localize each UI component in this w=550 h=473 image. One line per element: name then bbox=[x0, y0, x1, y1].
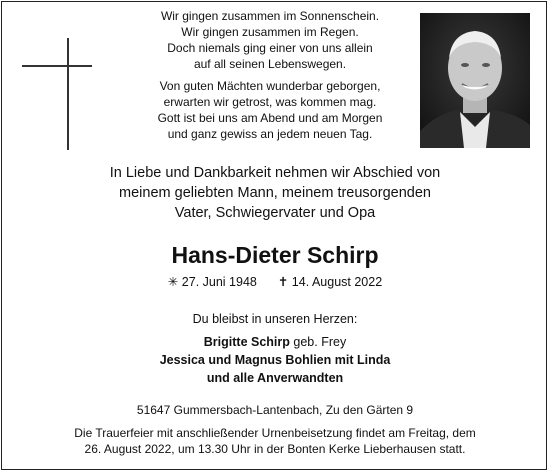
cross-small-icon: ✝ bbox=[277, 275, 289, 289]
portrait-photo bbox=[420, 13, 530, 148]
farewell-line: meinem geliebten Mann, meinem treusorgenden bbox=[119, 185, 431, 201]
service-line: 26. August 2022, um 13.30 Uhr in der Bonten Kerke Lieberhausen statt. bbox=[84, 442, 466, 456]
poem-line: Doch niemals ging einer von uns allein bbox=[167, 41, 373, 55]
poem bbox=[120, 8, 420, 142]
life-dates bbox=[0, 274, 550, 290]
farewell-line: Vater, Schwiegervater und Opa bbox=[174, 205, 376, 221]
star-icon: ✳ bbox=[167, 275, 179, 289]
deceased-name: Hans-Dieter Schirp bbox=[171, 242, 379, 268]
service-info bbox=[30, 425, 520, 457]
address: 51647 Gummersbach-Lantenbach, Zu den Gärten 9 bbox=[136, 403, 414, 417]
poem-line: erwarten wir getrost, was kommen mag. bbox=[163, 95, 377, 109]
poem-line: Von guten Mächten wunderbar geborgen, bbox=[159, 79, 381, 93]
remember-line: Du bleibst in unseren Herzen: bbox=[192, 312, 358, 326]
mourner-name: Jessica und Magnus Bohlien mit Linda bbox=[159, 353, 391, 367]
birth-date: 27. Juni 1948 bbox=[181, 275, 257, 289]
mourner-name: Brigitte Schirp bbox=[203, 335, 290, 349]
mourner-name: und alle Anverwandten bbox=[206, 371, 344, 385]
cross-icon bbox=[22, 38, 92, 150]
service-line: Die Trauerfeier mit anschließender Urnenbeisetzung findet am Freitag, dem bbox=[74, 426, 476, 440]
poem-line: Wir gingen zusammen im Sonnenschein. bbox=[160, 9, 380, 23]
farewell-line: In Liebe und Dankbarkeit nehmen wir Abschied von bbox=[109, 165, 441, 181]
poem-line: Gott ist bei uns am Abend und am Morgen bbox=[157, 111, 383, 125]
poem-line: auf all seinen Lebenswegen. bbox=[193, 57, 347, 71]
poem-line: und ganz gewiss an jedem neuen Tag. bbox=[167, 127, 373, 141]
poem-line: Wir gingen zusammen im Regen. bbox=[181, 25, 359, 39]
mourners bbox=[0, 333, 550, 387]
maiden-name: geb. Frey bbox=[293, 335, 347, 349]
death-date: 14. August 2022 bbox=[291, 275, 383, 289]
farewell-text bbox=[60, 163, 490, 223]
